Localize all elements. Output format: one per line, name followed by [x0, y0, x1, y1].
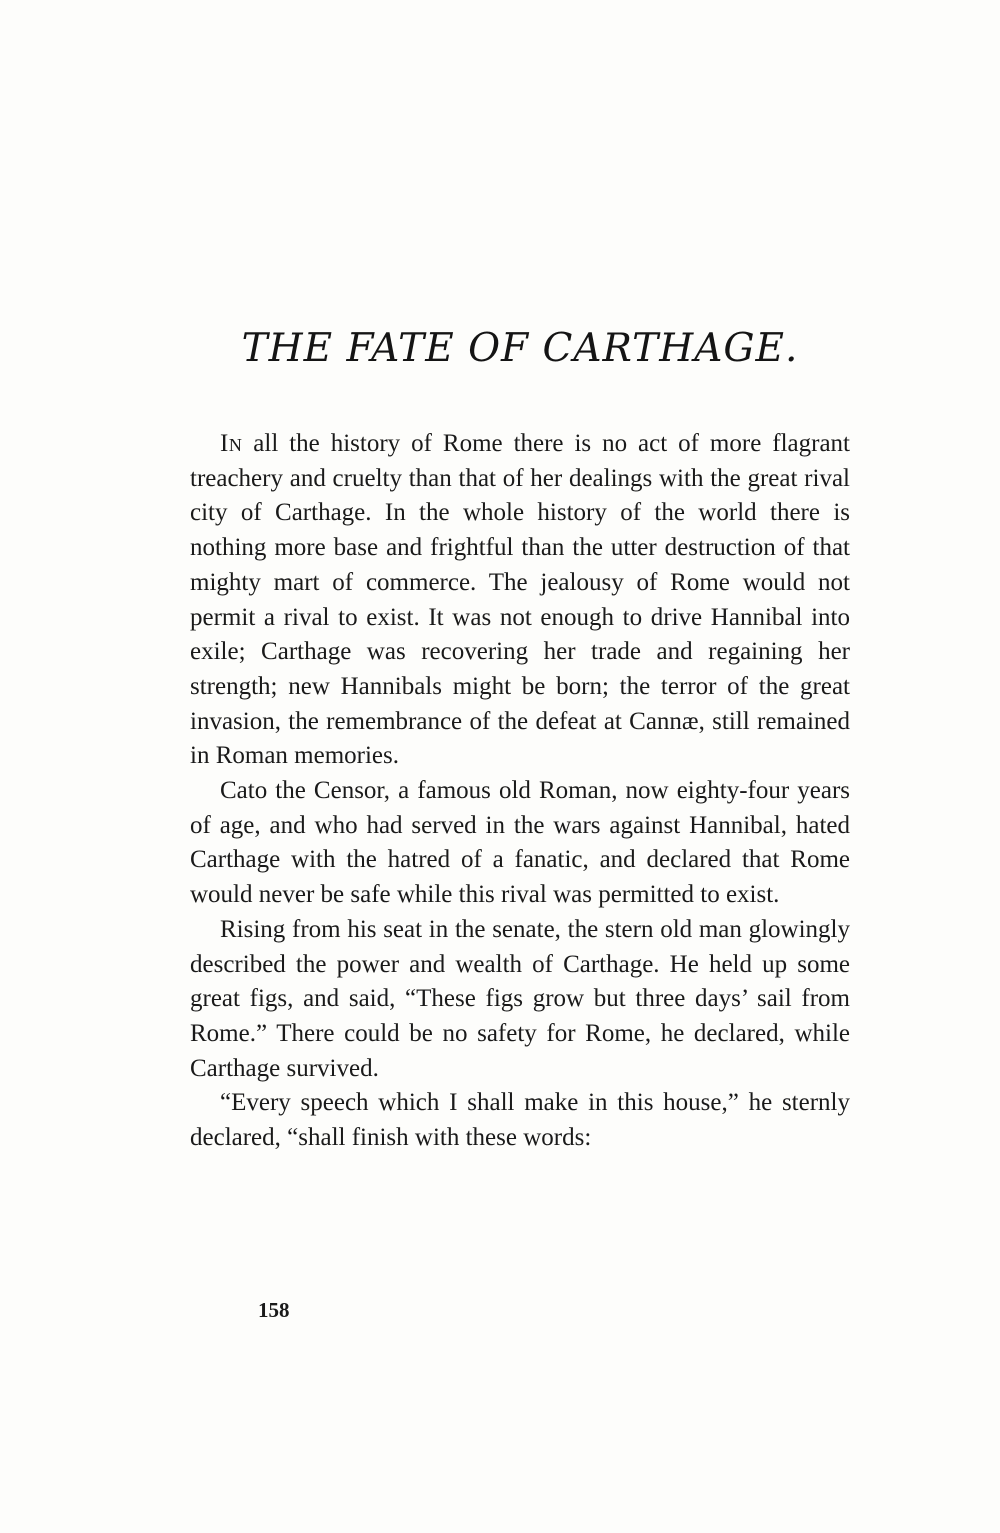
paragraph-3: Rising from his seat in the senate, the stern old man glowingly described the power and wealth of Carthage. He held up some great figs, and said, “These figs grow but three days’ sail from Rome.” There could be no safety for Rome, he declared, while Carthage survived.	[190, 915, 850, 1082]
paragraph-lead-word: In	[220, 430, 243, 457]
page-number: 158	[258, 1298, 290, 1322]
chapter-title: THE FATE OF CARTHAGE.	[241, 326, 799, 371]
paragraph-2: Cato the Censor, a famous old Roman, now eighty-four years of age, and who had served in the wars against Hannibal, hated Carthage with the hatred of a fanatic, and declared that Rome would never be safe while this rival was permitted to exist.	[190, 777, 850, 909]
body-text	[190, 427, 850, 1156]
paragraph-1-text: all the history of Rome there is no act of more flagrant treachery and cruelty than that of her dealings with the great rival city of Carthage. In the whole history of the world there is nothing more base and frightful than the utter destruction of that mighty mart of commerce. The jealousy of Rome would not permit a rival to exist. It was not enough to drive Hannibal into exile; Carthage was recovering her trade and regaining her strength; new Hannibals might be born; the terror of the great invasion, the remembrance of the defeat at Cannæ, still remained in Roman memories.	[190, 430, 850, 770]
paragraph-1	[190, 427, 850, 774]
paragraph-4: “Every speech which I shall make in this house,” he sternly declared, “shall finish with these words:	[190, 1089, 850, 1152]
